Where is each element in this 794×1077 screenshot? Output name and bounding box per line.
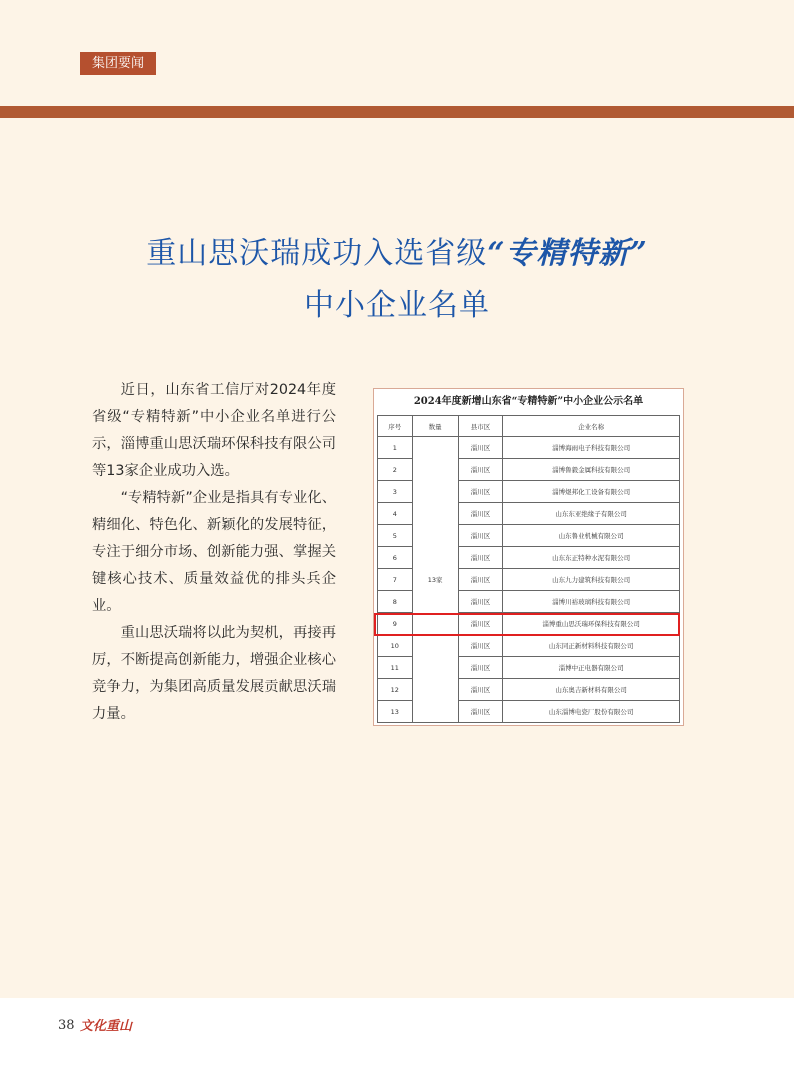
cell-company: 淄博煜邦化工设备有限公司 [503, 481, 680, 503]
table-title: 2024年度新增山东省“专精特新”中小企业公示名单 [413, 396, 644, 407]
cell-no: 6 [378, 547, 413, 569]
article-title [60, 228, 734, 332]
header-company: 企业名称 [503, 416, 680, 437]
cell-no: 13 [378, 701, 413, 723]
section-tag: 集团要闻 [80, 52, 156, 75]
cell-company: 淄博川裕玻璃科技有限公司 [503, 591, 680, 613]
cell-no: 11 [378, 657, 413, 679]
header-band [0, 106, 794, 118]
cell-district: 淄川区 [458, 613, 502, 635]
cell-company: 山东东正特种水泥有限公司 [503, 547, 680, 569]
cell-no: 8 [378, 591, 413, 613]
title-highlight: “专精特新” [487, 236, 648, 271]
cell-district: 淄川区 [458, 437, 502, 459]
cell-company: 淄博中正电器有限公司 [503, 657, 680, 679]
title-line-1 [60, 228, 734, 280]
cell-district: 淄川区 [458, 701, 502, 723]
cell-no: 3 [378, 481, 413, 503]
cell-no: 4 [378, 503, 413, 525]
company-list-table-image [373, 388, 684, 726]
paragraph: 重山思沃瑞将以此为契机，再接再厉，不断提高创新能力，增强企业核心竞争力，为集团高质量发展贡献思沃瑞力量。 [92, 625, 336, 722]
cell-company: 淄博重山思沃瑞环保科技有限公司 [503, 613, 680, 635]
cell-district: 淄川区 [458, 525, 502, 547]
cell-district: 淄川区 [458, 591, 502, 613]
cell-company: 山东东亚绝缘子有限公司 [503, 503, 680, 525]
cell-no: 9 [378, 613, 413, 635]
cell-district: 淄川区 [458, 503, 502, 525]
cell-district: 淄川区 [458, 635, 502, 657]
title-line-2: 中小企业名单 [304, 288, 490, 323]
cell-no: 1 [378, 437, 413, 459]
header-no: 序号 [378, 416, 413, 437]
paragraph: “专精特新”企业是指具有专业化、精细化、特色化、新颖化的发展特征，专注于细分市场、创新能力强、掌握关键核心技术、质量效益优的排头兵企业。 [92, 490, 336, 614]
article-body [92, 377, 336, 728]
header-district: 县市区 [458, 416, 502, 437]
paragraph: 近日，山东省工信厅对2024年度省级“专精特新”中小企业名单进行公示，淄博重山思沃瑞环保科技有限公司等13家企业成功入选。 [92, 382, 336, 479]
table-row [378, 437, 680, 459]
cell-company: 山东九力建筑科技有限公司 [503, 569, 680, 591]
cell-district: 淄川区 [458, 547, 502, 569]
company-table [377, 415, 680, 723]
cell-no: 12 [378, 679, 413, 701]
cell-district: 淄川区 [458, 657, 502, 679]
cell-company: 淄博鲁毅金属科技有限公司 [503, 459, 680, 481]
cell-district: 淄川区 [458, 569, 502, 591]
cell-district: 淄川区 [458, 679, 502, 701]
cell-company: 山东同正新材料科技有限公司 [503, 635, 680, 657]
cell-no: 5 [378, 525, 413, 547]
cell-no: 2 [378, 459, 413, 481]
page-number: 38 [58, 1018, 75, 1033]
cell-district: 淄川区 [458, 481, 502, 503]
cell-company: 淄博海雨电子科技有限公司 [503, 437, 680, 459]
title-prefix: 重山思沃瑞成功入选省级 [146, 236, 488, 271]
cell-company: 山东奥吉新材料有限公司 [503, 679, 680, 701]
table-header-row [378, 416, 680, 437]
cell-count: 13家 [412, 437, 458, 723]
cell-company: 山东淄博电瓷厂股份有限公司 [503, 701, 680, 723]
cell-no: 7 [378, 569, 413, 591]
magazine-logo: 文化重山 [80, 1019, 133, 1034]
header-count: 数量 [412, 416, 458, 437]
cell-no: 10 [378, 635, 413, 657]
cell-district: 淄川区 [458, 459, 502, 481]
cell-company: 山东鲁业机械有限公司 [503, 525, 680, 547]
